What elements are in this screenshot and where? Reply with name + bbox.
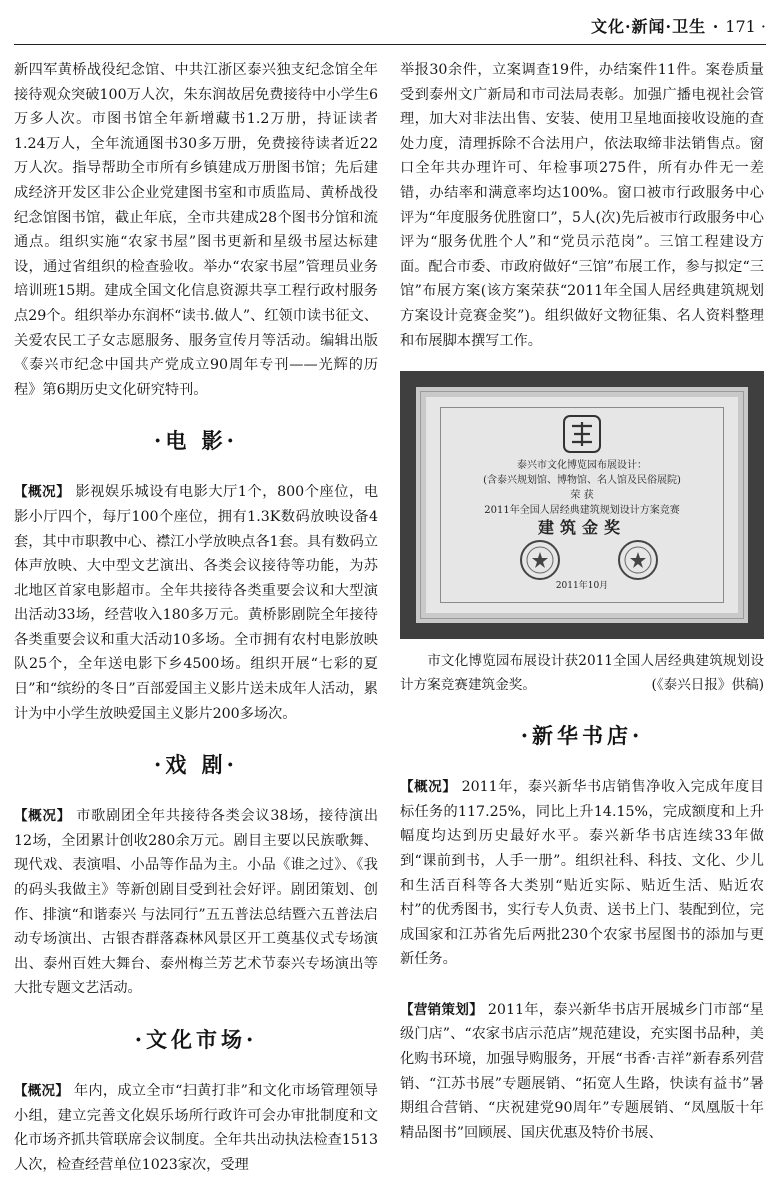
paragraph-culture-market — [14, 1079, 378, 1177]
seal-icon — [519, 539, 561, 581]
left-column — [14, 58, 378, 1177]
film-text: 影视娱乐城设有电影大厅1个，800个座位，电影小厅四个，每厅100个座位，拥有1.3K数码放映设备4套，其中市职教中心、襟江小学放映点各1套。具有数码立体声放映、大中型文艺演出、各类会议接待等功能，为苏北地区首家电影超市。全年共接待各类重要会议和大型演出活动33场，经营收入180多万元。黄桥影剧院全年接待各类重要会议和重大活动10多场。全市拥有农村电影放映队25个，全年送电影下乡4500场。组织开展“七彩的夏日”和“缤纷的冬日”百部爱国主义影片送未成年人活动，累计为中小学生放映爱国主义影片200多场次。 — [14, 484, 379, 722]
tag-overview: 【概况】 — [14, 1083, 70, 1099]
plaque-line-1: 泰兴市文化博览园布展设计： — [517, 460, 647, 472]
paragraph-drama — [14, 804, 378, 1001]
award-plaque-photo — [400, 371, 764, 639]
market-text: 年内，成立全市“扫黄打非”和文化市场管理领导小组，建立完善文化娱乐场所行政许可会办审批制度和文化市场齐抓共管联席会议制度。全年共出动执法检查1513人次，检查经营单位1023家次，受理 — [14, 1083, 379, 1173]
photo-caption — [400, 649, 764, 697]
caption-credit: (《泰兴日报》供稿) — [651, 677, 764, 694]
tag-overview: 【概况】 — [400, 779, 457, 796]
plaque-line-4: 2011年全国人居经典建筑规划设计方案竞赛 — [484, 505, 680, 517]
emblem-icon — [562, 414, 602, 454]
page-header — [14, 14, 766, 45]
plaque-frame — [416, 387, 748, 623]
paragraph-museums-library: 新四军黄桥战役纪念馆、中共江浙区泰兴独支纪念馆全年接待观众突破100万人次，朱东润故居免费接待中小学生6万多人次。市图书馆全年新增藏书1.2万册，持证读者1.24万人，全年流通图书30多万册，免费接待读者近22万人次。指导帮助全市所有乡镇建成万册图书馆；先后建成经济开发区非公企业党建图书室和市质监局、黄桥战役纪念馆图书馆，截止年底，全市共建成28个图书分馆和流通点。组织实施“农家书屋”图书更新和星级书屋达标建设，通过省组织的检查验收。举办“农家书屋”管理员业务培训班15期。建成全国文化信息资源共享工程行政村服务点29个。组织举办东润杯“读书.做人”、红领巾读书征文、关爱农民工子女志愿服务、服务宣传月等活动。编辑出版《泰兴市纪念中国共产党成立90周年专刊——光辉的历程》第6期历史文化研究特刊。 — [14, 62, 378, 398]
tag-overview: 【概况】 — [14, 808, 71, 825]
paragraph-market-continued: 举报30余件，立案调查19件，办结案件11件。案卷质量受到泰州文广新局和市司法局表彰。加强广播电视社会管理，加大对非法出售、安装、使用卫星地面接收设施的查处力度，清理拆除不合法用户，依法取缔非法销售点。窗口全年共办理许可、年检事项275件，所有办件无一差错，办结率和满意率均达100%。窗口被市行政服务中心评为“年度服务优胜窗口”，5人(次)先后被市行政服务中心评为“服务优胜个人”和“党员示范岗”。三馆工程建设方面。配合市委、市政府做好“三馆”布展工作，参与拟定“三馆”布展方案(该方案荣获“2011年全国人居经典建筑规划方案设计竞赛金奖”)。组织做好文物征集、名人资料整理和布展脚本撰写工作。 — [400, 62, 764, 349]
header-section-title: 文化·新闻·卫生 · — [590, 17, 720, 36]
right-column — [400, 58, 764, 1145]
paragraph-xinhua-overview — [400, 775, 764, 972]
tag-overview: 【概况】 — [14, 484, 71, 501]
section-title-xinhua-bookstore: ·新华书店· — [520, 723, 644, 749]
plaque-line-3: 荣 获 — [570, 490, 594, 502]
plaque-date: 2011年10月 — [555, 581, 609, 592]
drama-text: 市歌剧团全年共接待各类会议38场，接待演出12场，全团累计创收280余万元。剧目主要以民族歌舞、现代戏、表演唱、小品等作品为主。小品《谁之过》、《我的码头我做主》等新创剧目受到社会好评。剧团策划、创作、排演“和谐泰兴 与法同行”五五普法总结暨六五普法启动专场演出、古银杏群落森林风景区开工奠基仪式专场演出、泰州百姓大舞台、泰州梅兰芳艺术节泰兴专场演出等大批专题文艺活动。 — [14, 808, 379, 997]
paragraph-marketing — [400, 998, 764, 1146]
marketing-text: 2011年，泰兴新华书店开展城乡门市部“星级门店”、“农家书店示范店”规范建设，充实图书品种，美化购书环境，加强导购服务，开展“书香·吉祥”新春系列营销、“江苏书展”专题展销、“拓宽人生路，快读有益书”暑期组合营销、“庆祝建党90周年”专题展销、“凤凰版十年精品图书”回顾展、国庆优惠及特价书展、 — [400, 1001, 764, 1141]
spacer — [400, 972, 764, 998]
seal-icon — [617, 539, 659, 581]
section-title-film: ·电 影· — [154, 428, 238, 454]
plaque-inner-panel — [440, 407, 724, 603]
section-title-culture-market: ·文化市场· — [134, 1027, 258, 1052]
xinhua-text: 2011年，泰兴新华书店销售净收入完成年度目标任务的117.25%，同比上升14.15%，完成额度和上升幅度均达到历史最好水平。泰兴新华书店连续33年做到“课前到书，人手一册”。组织社科、科技、文化、少儿和生活百科等各大类别“贴近实际、贴近生活、贴近农村”的优秀图书，实行专人负责、送书上门、装配到位，完成国家和江苏省先后两批230个农家书屋图书的添加与更新任务。 — [400, 779, 765, 968]
page-number: 171 · — [725, 17, 766, 36]
plaque-award-title: 建筑金奖 — [537, 518, 626, 538]
tag-marketing: 【营销策划】 — [400, 1001, 484, 1018]
section-title-drama: ·戏 剧· — [154, 752, 238, 778]
caption-text: 市文化博览园布展设计获2011全国人居经典建筑规划设计方案竞赛建筑金奖。 — [400, 653, 764, 694]
plaque-line-2: (含泰兴规划馆、博物馆、名人馆及民俗展院) — [483, 475, 681, 487]
paragraph-film — [14, 480, 378, 726]
